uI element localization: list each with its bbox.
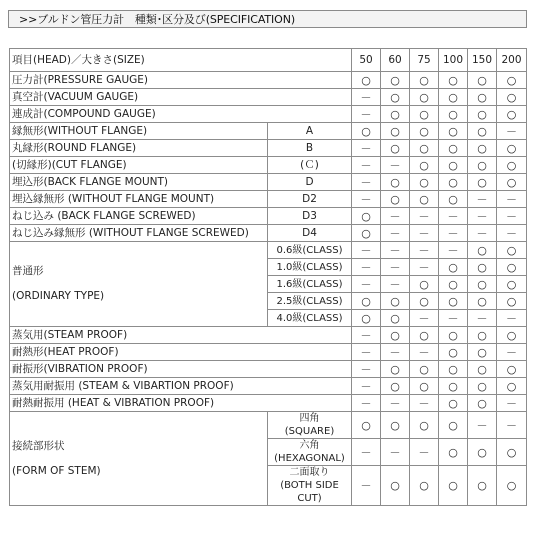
- availability-mark: －: [352, 466, 381, 506]
- availability-mark: －: [410, 395, 439, 412]
- availability-mark: ○: [410, 276, 439, 293]
- availability-mark: ○: [381, 310, 410, 327]
- availability-mark: －: [410, 344, 439, 361]
- availability-mark: ○: [497, 327, 527, 344]
- availability-mark: ○: [381, 72, 410, 89]
- type-code: D4: [268, 225, 352, 242]
- availability-mark: ○: [381, 89, 410, 106]
- availability-mark: ○: [468, 157, 497, 174]
- availability-mark: －: [352, 259, 381, 276]
- availability-mark: ○: [439, 140, 468, 157]
- availability-mark: －: [497, 225, 527, 242]
- availability-mark: －: [352, 395, 381, 412]
- type-code: B: [268, 140, 352, 157]
- availability-mark: ○: [468, 439, 497, 466]
- size-header: 50: [352, 49, 381, 72]
- stem-type-text: CUT): [297, 493, 322, 504]
- row-label: 圧力計(PRESSURE GAUGE): [10, 72, 352, 89]
- row-label: 縁無形(WITHOUT FLANGE): [10, 123, 268, 140]
- ordinary-label-en: (ORDINARY TYPE): [12, 290, 105, 302]
- stem-type: [268, 412, 352, 439]
- row-label: (切縁形)(CUT FLANGE): [10, 157, 268, 174]
- size-header: 60: [381, 49, 410, 72]
- row-label: 丸縁形(ROUND FLANGE): [10, 140, 268, 157]
- availability-mark: －: [410, 208, 439, 225]
- availability-mark: ○: [410, 106, 439, 123]
- availability-mark: －: [352, 344, 381, 361]
- availability-mark: ○: [468, 123, 497, 140]
- availability-mark: －: [497, 412, 527, 439]
- availability-mark: ○: [497, 106, 527, 123]
- type-code: D: [268, 174, 352, 191]
- availability-mark: ○: [410, 123, 439, 140]
- availability-mark: －: [381, 276, 410, 293]
- table-row: [10, 106, 527, 123]
- header-row: [10, 49, 527, 72]
- table-row: [10, 395, 527, 412]
- availability-mark: ○: [410, 361, 439, 378]
- accuracy-class: 1.0級(CLASS): [268, 259, 352, 276]
- availability-mark: ○: [410, 191, 439, 208]
- table-row: [10, 344, 527, 361]
- availability-mark: －: [468, 412, 497, 439]
- type-code: D3: [268, 208, 352, 225]
- availability-mark: －: [439, 225, 468, 242]
- table-row: [10, 157, 527, 174]
- availability-mark: －: [381, 208, 410, 225]
- availability-mark: －: [352, 276, 381, 293]
- availability-mark: ○: [468, 72, 497, 89]
- availability-mark: ○: [439, 89, 468, 106]
- availability-mark: －: [497, 395, 527, 412]
- availability-mark: ○: [381, 466, 410, 506]
- availability-mark: ○: [352, 208, 381, 225]
- availability-mark: ○: [352, 72, 381, 89]
- size-header: 75: [410, 49, 439, 72]
- stem-label-ja: 接続部形状: [12, 439, 65, 452]
- availability-mark: ○: [497, 140, 527, 157]
- specification-table: [9, 48, 527, 506]
- availability-mark: ○: [497, 157, 527, 174]
- availability-mark: ○: [410, 466, 439, 506]
- row-label: 埋込形(BACK FLANGE MOUNT): [10, 174, 268, 191]
- availability-mark: －: [410, 225, 439, 242]
- availability-mark: ○: [468, 89, 497, 106]
- stem-type-text: 四角: [299, 413, 320, 424]
- availability-mark: ○: [497, 466, 527, 506]
- table-row: [10, 412, 527, 439]
- availability-mark: ○: [468, 174, 497, 191]
- row-label: 耐熱形(HEAT PROOF): [10, 344, 352, 361]
- availability-mark: ○: [497, 293, 527, 310]
- row-label: 真空計(VACUUM GAUGE): [10, 89, 352, 106]
- availability-mark: －: [468, 191, 497, 208]
- availability-mark: ○: [468, 276, 497, 293]
- availability-mark: ○: [497, 259, 527, 276]
- availability-mark: －: [352, 327, 381, 344]
- availability-mark: ○: [439, 395, 468, 412]
- type-code: A: [268, 123, 352, 140]
- availability-mark: ○: [439, 293, 468, 310]
- availability-mark: ○: [381, 293, 410, 310]
- row-label: 蒸気用(STEAM PROOF): [10, 327, 352, 344]
- availability-mark: ○: [381, 191, 410, 208]
- table-row: [10, 208, 527, 225]
- size-header: 100: [439, 49, 468, 72]
- availability-mark: ○: [468, 327, 497, 344]
- availability-mark: ○: [497, 439, 527, 466]
- availability-mark: －: [352, 157, 381, 174]
- availability-mark: ○: [410, 412, 439, 439]
- availability-mark: ○: [468, 106, 497, 123]
- availability-mark: ○: [410, 327, 439, 344]
- row-label: 耐熱耐振用 (HEAT & VIBRATION PROOF): [10, 395, 352, 412]
- availability-mark: －: [381, 259, 410, 276]
- availability-mark: ○: [468, 378, 497, 395]
- availability-mark: ○: [439, 72, 468, 89]
- availability-mark: －: [352, 439, 381, 466]
- row-label: 蒸気用耐振用 (STEAM & VIBARTION PROOF): [10, 378, 352, 395]
- availability-mark: －: [497, 208, 527, 225]
- availability-mark: ○: [410, 157, 439, 174]
- availability-mark: ○: [497, 72, 527, 89]
- availability-mark: －: [468, 310, 497, 327]
- row-label: 耐振形(VIBRATION PROOF): [10, 361, 352, 378]
- availability-mark: ○: [381, 140, 410, 157]
- stem-type-text: 二面取り: [289, 467, 330, 478]
- availability-mark: ○: [352, 412, 381, 439]
- table-row: [10, 174, 527, 191]
- availability-mark: ○: [439, 123, 468, 140]
- availability-mark: －: [352, 140, 381, 157]
- availability-mark: ○: [439, 439, 468, 466]
- availability-mark: －: [497, 344, 527, 361]
- availability-mark: －: [410, 259, 439, 276]
- table-row: [10, 123, 527, 140]
- availability-mark: ○: [497, 276, 527, 293]
- row-label: ねじ込み (BACK FLANGE SCREWED): [10, 208, 268, 225]
- availability-mark: ○: [410, 174, 439, 191]
- availability-mark: ○: [410, 89, 439, 106]
- availability-mark: ○: [439, 106, 468, 123]
- row-label: 連成計(COMPOUND GAUGE): [10, 106, 352, 123]
- availability-mark: ○: [352, 293, 381, 310]
- availability-mark: ○: [468, 293, 497, 310]
- availability-mark: ○: [497, 361, 527, 378]
- availability-mark: ○: [468, 140, 497, 157]
- accuracy-class: 1.6級(CLASS): [268, 276, 352, 293]
- availability-mark: ○: [439, 259, 468, 276]
- availability-mark: ○: [497, 242, 527, 259]
- availability-mark: ○: [439, 466, 468, 506]
- availability-mark: －: [468, 208, 497, 225]
- availability-mark: ○: [439, 378, 468, 395]
- availability-mark: －: [381, 439, 410, 466]
- availability-mark: －: [410, 439, 439, 466]
- availability-mark: ○: [439, 174, 468, 191]
- stem-type-text: (HEXAGONAL): [274, 453, 345, 464]
- availability-mark: ○: [352, 123, 381, 140]
- availability-mark: －: [497, 310, 527, 327]
- availability-mark: －: [439, 208, 468, 225]
- availability-mark: ○: [410, 72, 439, 89]
- stem-type-text: 六角: [299, 440, 320, 451]
- availability-mark: －: [497, 123, 527, 140]
- size-header: 150: [468, 49, 497, 72]
- size-header: 200: [497, 49, 527, 72]
- availability-mark: ○: [439, 361, 468, 378]
- table-row: [10, 72, 527, 89]
- row-label: ねじ込み縁無形 (WITHOUT FLANGE SCREWED): [10, 225, 268, 242]
- availability-mark: ○: [468, 466, 497, 506]
- availability-mark: ○: [410, 140, 439, 157]
- accuracy-class: 0.6級(CLASS): [268, 242, 352, 259]
- availability-mark: －: [381, 242, 410, 259]
- availability-mark: ○: [439, 276, 468, 293]
- type-code: D2: [268, 191, 352, 208]
- availability-mark: ○: [352, 310, 381, 327]
- table-row: [10, 140, 527, 157]
- table-row: [10, 242, 527, 259]
- availability-mark: －: [381, 157, 410, 174]
- section-title: >>ブルドン管圧力計 種類･区分及び(SPECIFICATION): [8, 10, 527, 28]
- availability-mark: －: [468, 225, 497, 242]
- availability-mark: －: [439, 242, 468, 259]
- availability-mark: ○: [497, 174, 527, 191]
- availability-mark: －: [352, 191, 381, 208]
- stem-type-text: (SQUARE): [284, 426, 335, 437]
- availability-mark: －: [352, 174, 381, 191]
- type-code: (Ｃ): [268, 157, 352, 174]
- availability-mark: －: [352, 242, 381, 259]
- availability-mark: －: [381, 344, 410, 361]
- availability-mark: －: [497, 191, 527, 208]
- availability-mark: －: [381, 395, 410, 412]
- availability-mark: ○: [439, 344, 468, 361]
- table-row: [10, 225, 527, 242]
- availability-mark: ○: [468, 395, 497, 412]
- table-row: [10, 191, 527, 208]
- ordinary-label-ja: 普通形: [12, 265, 44, 277]
- header-item: 項目(HEAD)／大きさ(SIZE): [10, 49, 352, 72]
- availability-mark: ○: [381, 378, 410, 395]
- stem-label-en: (FORM OF STEM): [12, 464, 101, 477]
- stem-type-text: (BOTH SIDE: [280, 480, 339, 491]
- availability-mark: ○: [410, 293, 439, 310]
- availability-mark: －: [439, 310, 468, 327]
- availability-mark: ○: [352, 225, 381, 242]
- table-row: [10, 89, 527, 106]
- accuracy-class: 2.5級(CLASS): [268, 293, 352, 310]
- availability-mark: －: [410, 242, 439, 259]
- stem-type: [268, 466, 352, 506]
- availability-mark: －: [410, 310, 439, 327]
- table-row: [10, 378, 527, 395]
- availability-mark: ○: [497, 89, 527, 106]
- row-label: 埋込縁無形 (WITHOUT FLANGE MOUNT): [10, 191, 268, 208]
- ordinary-type-label: [10, 242, 268, 327]
- stem-form-label: [10, 412, 268, 506]
- availability-mark: ○: [468, 259, 497, 276]
- availability-mark: ○: [468, 242, 497, 259]
- availability-mark: －: [352, 89, 381, 106]
- availability-mark: ○: [468, 344, 497, 361]
- stem-type: [268, 439, 352, 466]
- table-row: [10, 361, 527, 378]
- availability-mark: －: [352, 378, 381, 395]
- availability-mark: ○: [410, 378, 439, 395]
- availability-mark: －: [352, 106, 381, 123]
- availability-mark: ○: [439, 157, 468, 174]
- accuracy-class: 4.0級(CLASS): [268, 310, 352, 327]
- availability-mark: ○: [439, 327, 468, 344]
- availability-mark: ○: [468, 361, 497, 378]
- availability-mark: ○: [381, 174, 410, 191]
- availability-mark: ○: [381, 361, 410, 378]
- availability-mark: ○: [381, 412, 410, 439]
- availability-mark: －: [381, 225, 410, 242]
- availability-mark: ○: [381, 106, 410, 123]
- availability-mark: －: [352, 361, 381, 378]
- availability-mark: ○: [439, 191, 468, 208]
- availability-mark: ○: [497, 378, 527, 395]
- availability-mark: ○: [439, 412, 468, 439]
- availability-mark: ○: [381, 123, 410, 140]
- table-row: [10, 327, 527, 344]
- availability-mark: ○: [381, 327, 410, 344]
